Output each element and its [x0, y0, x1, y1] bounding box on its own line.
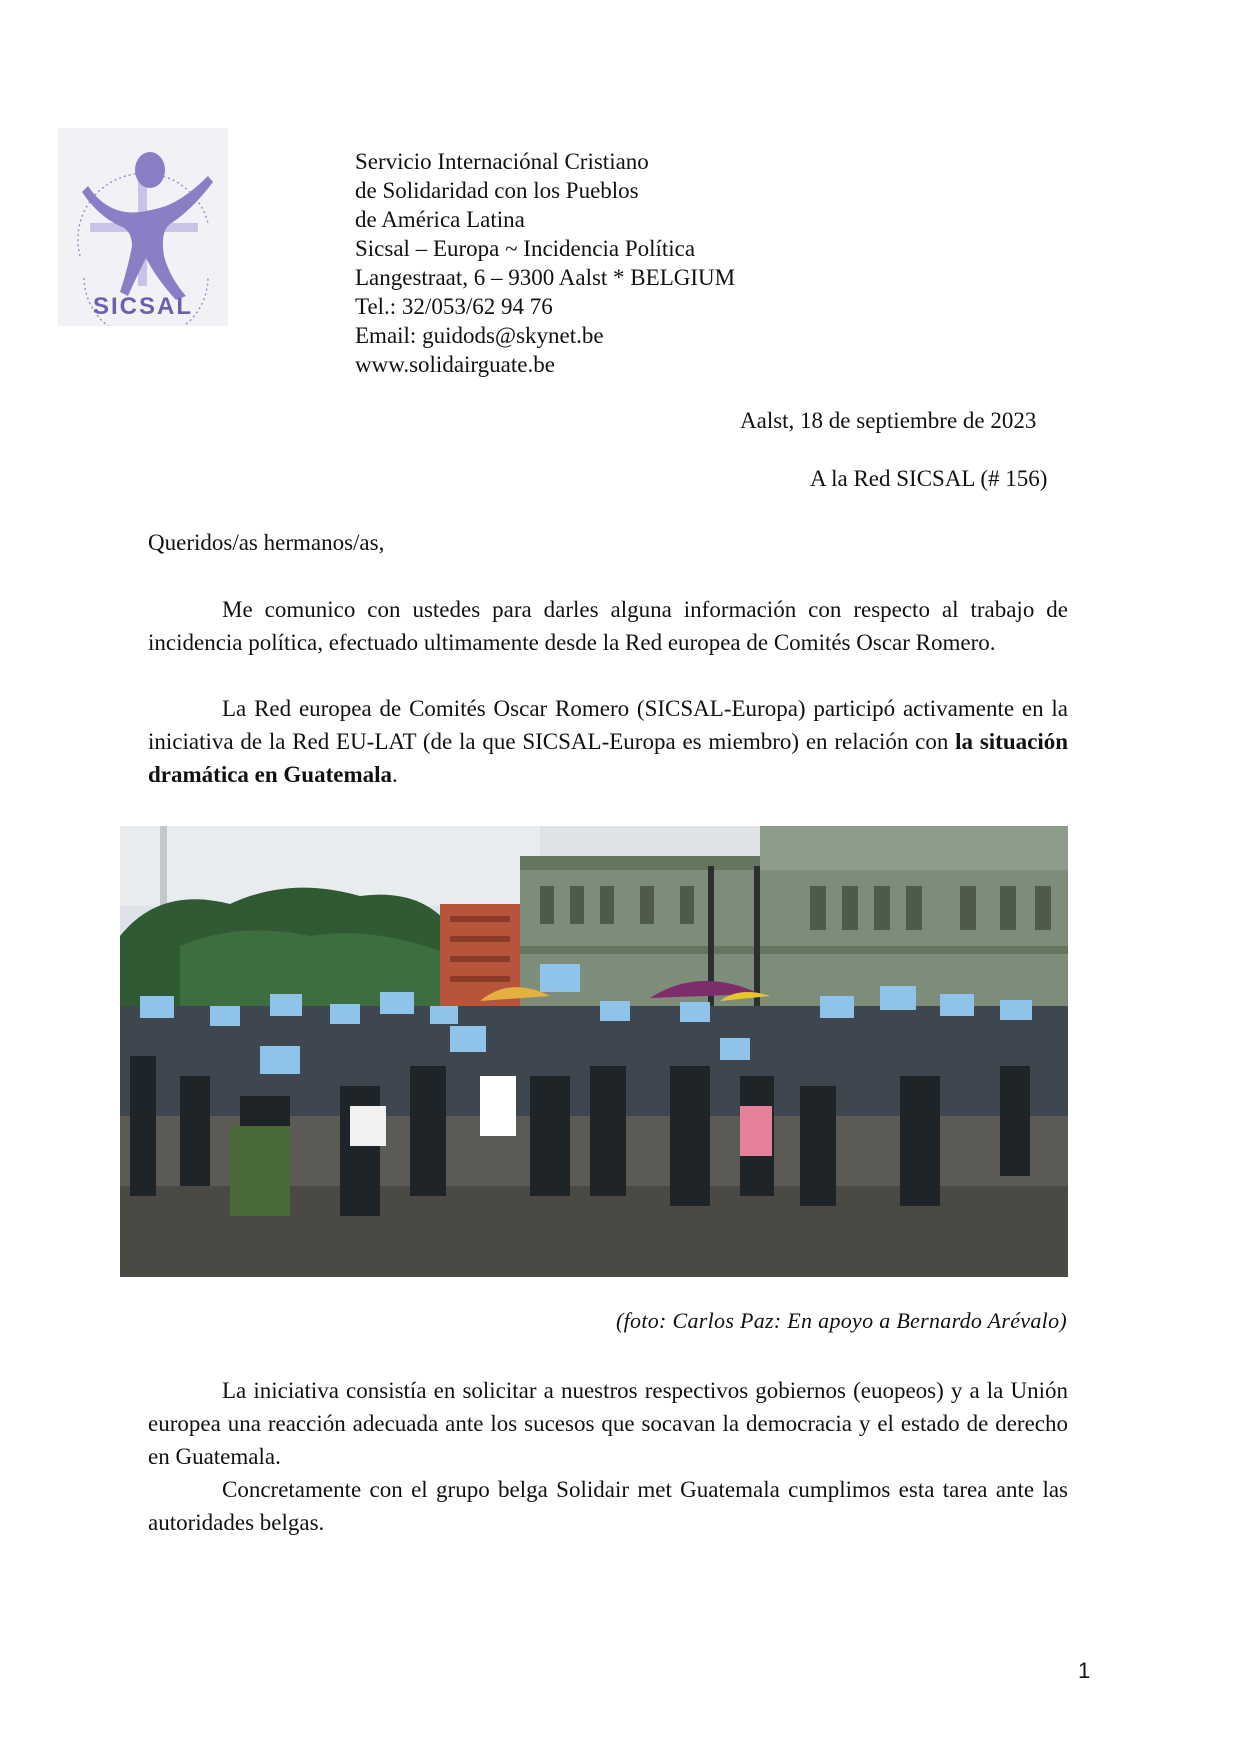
paragraph-2-start: La Red europea de Comités Oscar Romero (SICSAL-Europa) participó activamente en la iniciativa de la Red EU-LAT (de la que SICSAL-Europa es miembro) en relación con [148, 696, 1068, 754]
address-line-3: de América Latina [355, 207, 525, 232]
svg-text:SICSAL: SICSAL [92, 293, 194, 320]
page-number: 1 [1078, 1658, 1091, 1683]
paragraph-2-bold: la situación dramática en Guatemala [148, 729, 1069, 787]
paragraph-4: Concretamente con el grupo belga Solidair met Guatemala cumplimos esta tarea ante las autoridades belgas. [148, 1477, 1068, 1535]
address-line-4: Sicsal – Europa ~ Incidencia Política [355, 236, 696, 261]
salutation: Queridos/as hermanos/as, [148, 530, 385, 555]
paragraph-3: La iniciativa consistía en solicitar a nuestros respectivos gobiernos (euopeos) y a la Unión europea una reacción adecuada ante los sucesos que socavan la democracia y el estado de derecho en Guatemala. [148, 1378, 1068, 1469]
sicsal-logo [58, 128, 228, 326]
address-line-1: Servicio Internaciónal Cristiano [355, 149, 649, 174]
letter-recipient: A la Red SICSAL (# 156) [810, 466, 1048, 491]
address-line-2: de Solidaridad con los Pueblos [355, 178, 639, 203]
photo-caption: (foto: Carlos Paz: En apoyo a Bernardo Arévalo) [616, 1308, 1067, 1333]
paragraph-2 [148, 692, 1068, 791]
letter-date: Aalst, 18 de septiembre de 2023 [740, 408, 1037, 433]
website-line: www.solidairguate.be [355, 352, 555, 377]
paragraph-1: Me comunico con ustedes para darles alguna información con respecto al trabajo de incidencia política, efectuado ultimamente desde la Red europea de Comités Oscar Romero. [148, 597, 1068, 655]
paragraph-2-end: . [392, 762, 398, 787]
sender-address [355, 147, 735, 379]
address-line-6: Tel.: 32/053/62 94 76 [355, 294, 553, 319]
protest-photo [120, 826, 1068, 1277]
email-line: Email: guidods@skynet.be [355, 323, 604, 348]
address-line-5: Langestraat, 6 – 9300 Aalst * BELGIUM [355, 265, 736, 290]
